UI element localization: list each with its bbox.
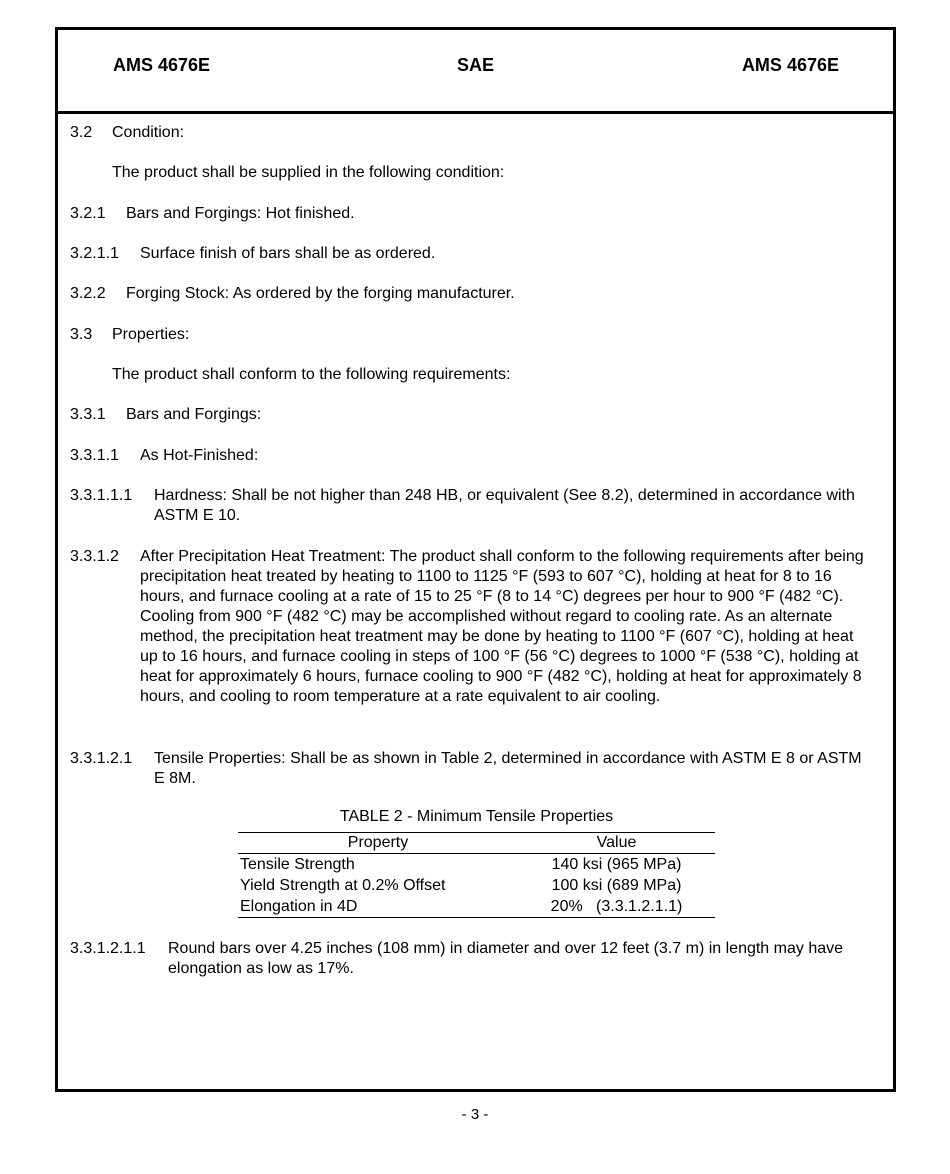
section-3-3-1-2-1-1 [70,939,870,979]
value-cell: 100 ksi (689 MPa) [551,876,682,894]
page-frame [55,27,896,1092]
table-2-caption: TABLE 2 - Minimum Tensile Properties [339,808,614,825]
section-text: Condition: [112,124,185,141]
section-3-2 [70,123,870,143]
property-cell: Tensile Strength [240,855,355,873]
section-number: 3.3.1.2 [70,548,119,565]
section-3-3-1-1 [70,446,870,466]
page-header [58,30,893,114]
section-3-3-1-2 [70,547,870,707]
section-number: 3.2 [70,124,93,141]
table-header-row [238,833,715,854]
tensile-properties-table [238,832,715,918]
table-row [238,875,715,896]
property-cell: Yield Strength at 0.2% Offset [240,876,446,894]
section-text: Bars and Forgings: Hot finished. [126,205,355,222]
section-text: Round bars over 4.25 inches (108 mm) in diameter and over 12 feet (3.7 m) in length may have elongation as low as 17%. [168,940,844,977]
column-header-value: Value [518,833,715,854]
section-3-3-1 [70,405,870,425]
header-doc-number-left: AMS 4676E [113,55,211,75]
section-text: Hardness: Shall be not higher than 248 HB, or equivalent (See 8.2), determined in accordance with ASTM E 10. [154,487,855,524]
section-3-3-1-2-1 [70,749,870,789]
value-cell: 20% (3.3.1.2.1.1) [518,896,715,918]
section-text: Tensile Properties: Shall be as shown in Table 2, determined in accordance with ASTM E 8 or ASTM E 8M. [154,750,862,787]
page-number: - 3 - [461,1106,489,1123]
section-number: 3.3.1.1.1 [70,487,133,504]
column-header-property: Property [238,833,518,854]
section-text: Properties: [112,326,190,343]
section-text: After Precipitation Heat Treatment: The product shall conform to the following requirements after being precipitation heat treated by heating to 1100 to 1125 °F (593 to 607 °C), holding at heat for 8 to 16 hours, and furnace cooling at a rate of 15 to 25 °F (8 to 14 °C) degrees per hour to 900 °F (482 °C). Cooling from 900 °F (482 °C) may be accomplished without regard to cooling rate. As an alternate method, the precipitation heat treatment may be done by heating to 1100 °F (607 °C), holding at heat up to 16 hours, and furnace cooling in steps of 100 °F (56 °C) degrees to 1000 °F (538 °C), holding at heat for approximately 6 hours, furnace cooling to 900 °F (482 °C), holding at heat for approximately 8 hours, and cooling to room temperature at a rate equivalent to air cooling. [140,548,864,705]
section-3-3-intro: The product shall conform to the following requirements: [112,366,511,383]
section-number: 3.3.1 [70,406,106,423]
section-3-3-1-1-1 [70,486,870,526]
section-number: 3.3 [70,326,93,343]
section-number: 3.3.1.2.1.1 [70,940,146,957]
section-3-2-intro: The product shall be supplied in the following condition: [112,164,505,181]
table-row [238,896,715,918]
section-number: 3.3.1.2.1 [70,750,133,767]
value-cell: 140 ksi (965 MPa) [551,855,682,873]
header-publisher: SAE [456,55,494,75]
section-number: 3.2.1 [70,205,106,222]
section-text: Forging Stock: As ordered by the forging manufacturer. [126,285,515,302]
section-number: 3.2.2 [70,285,106,302]
section-3-3 [70,325,870,345]
table-row [238,854,715,876]
property-cell: Elongation in 4D [238,896,518,918]
section-text: As Hot-Finished: [140,447,259,464]
header-doc-number-right: AMS 4676E [741,55,839,75]
section-number: 3.3.1.1 [70,447,119,464]
section-text: Bars and Forgings: [126,406,262,423]
section-3-2-1-1 [70,244,870,264]
section-3-2-1 [70,204,870,224]
section-text: Surface finish of bars shall be as ordered. [140,245,436,262]
section-number: 3.2.1.1 [70,245,119,262]
section-3-2-2 [70,284,870,304]
